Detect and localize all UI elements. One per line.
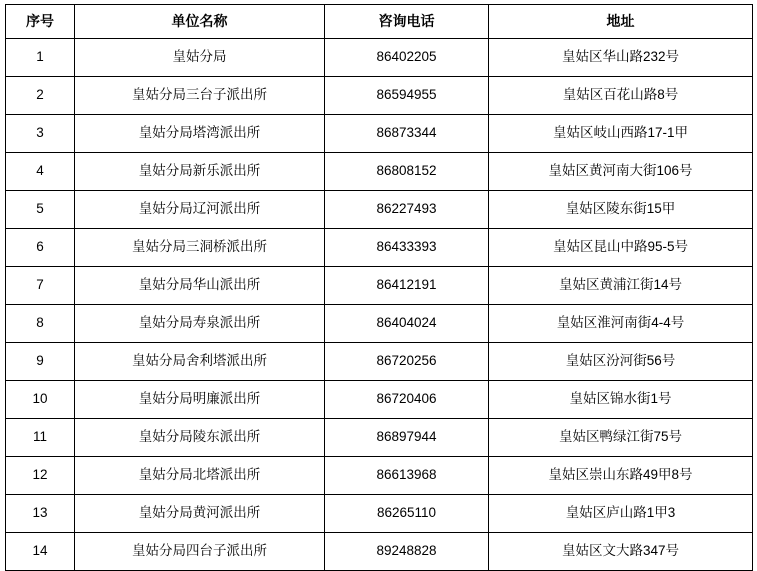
cell-index: 7 [6,267,75,305]
table-row [6,229,753,267]
cell-index: 8 [6,305,75,343]
cell-unit-name: 皇姑分局新乐派出所 [75,153,325,191]
cell-address: 皇姑区黄河南大街106号 [489,153,753,191]
table-row [6,77,753,115]
cell-address: 皇姑区淮河南街4-4号 [489,305,753,343]
table-row [6,39,753,77]
cell-unit-name: 皇姑分局寿泉派出所 [75,305,325,343]
cell-unit-name: 皇姑分局华山派出所 [75,267,325,305]
cell-phone: 86720256 [325,343,489,381]
cell-index: 3 [6,115,75,153]
cell-unit-name: 皇姑分局黄河派出所 [75,495,325,533]
cell-phone: 86873344 [325,115,489,153]
cell-unit-name: 皇姑分局 [75,39,325,77]
cell-index: 9 [6,343,75,381]
table-body [6,39,753,571]
table-row [6,267,753,305]
cell-index: 10 [6,381,75,419]
cell-address: 皇姑区百花山路8号 [489,77,753,115]
table-header [6,5,753,39]
table-row [6,457,753,495]
cell-unit-name: 皇姑分局辽河派出所 [75,191,325,229]
cell-phone: 86720406 [325,381,489,419]
cell-unit-name: 皇姑分局明廉派出所 [75,381,325,419]
cell-address: 皇姑区昆山中路95-5号 [489,229,753,267]
cell-address: 皇姑区鸭绿江街75号 [489,419,753,457]
cell-phone: 86808152 [325,153,489,191]
table-row [6,495,753,533]
cell-index: 4 [6,153,75,191]
cell-phone: 86265110 [325,495,489,533]
cell-phone: 86594955 [325,77,489,115]
cell-index: 13 [6,495,75,533]
cell-index: 6 [6,229,75,267]
table-row [6,419,753,457]
column-header-phone: 咨询电话 [325,5,489,39]
table-header-row [6,5,753,39]
column-header-address: 地址 [489,5,753,39]
police-station-contact-table [5,4,753,571]
cell-index: 5 [6,191,75,229]
cell-address: 皇姑区岐山西路17-1甲 [489,115,753,153]
table-row [6,115,753,153]
cell-address: 皇姑区陵东街15甲 [489,191,753,229]
cell-unit-name: 皇姑分局三台子派出所 [75,77,325,115]
cell-phone: 86404024 [325,305,489,343]
cell-index: 1 [6,39,75,77]
cell-phone: 86402205 [325,39,489,77]
cell-phone: 86433393 [325,229,489,267]
cell-unit-name: 皇姑分局四台子派出所 [75,533,325,571]
cell-index: 14 [6,533,75,571]
cell-index: 2 [6,77,75,115]
cell-address: 皇姑区汾河街56号 [489,343,753,381]
cell-phone: 86412191 [325,267,489,305]
cell-address: 皇姑区华山路232号 [489,39,753,77]
table-row [6,191,753,229]
column-header-index: 序号 [6,5,75,39]
cell-address: 皇姑区文大路347号 [489,533,753,571]
cell-unit-name: 皇姑分局塔湾派出所 [75,115,325,153]
cell-address: 皇姑区锦水街1号 [489,381,753,419]
cell-unit-name: 皇姑分局舍利塔派出所 [75,343,325,381]
cell-phone: 89248828 [325,533,489,571]
cell-index: 11 [6,419,75,457]
cell-address: 皇姑区庐山路1甲3 [489,495,753,533]
table-row [6,381,753,419]
cell-phone: 86897944 [325,419,489,457]
cell-address: 皇姑区黄浦江街14号 [489,267,753,305]
cell-unit-name: 皇姑分局北塔派出所 [75,457,325,495]
cell-index: 12 [6,457,75,495]
table-row [6,343,753,381]
cell-unit-name: 皇姑分局三洞桥派出所 [75,229,325,267]
cell-phone: 86613968 [325,457,489,495]
table-row [6,305,753,343]
column-header-unit-name: 单位名称 [75,5,325,39]
table-row [6,153,753,191]
cell-address: 皇姑区崇山东路49甲8号 [489,457,753,495]
cell-phone: 86227493 [325,191,489,229]
cell-unit-name: 皇姑分局陵东派出所 [75,419,325,457]
